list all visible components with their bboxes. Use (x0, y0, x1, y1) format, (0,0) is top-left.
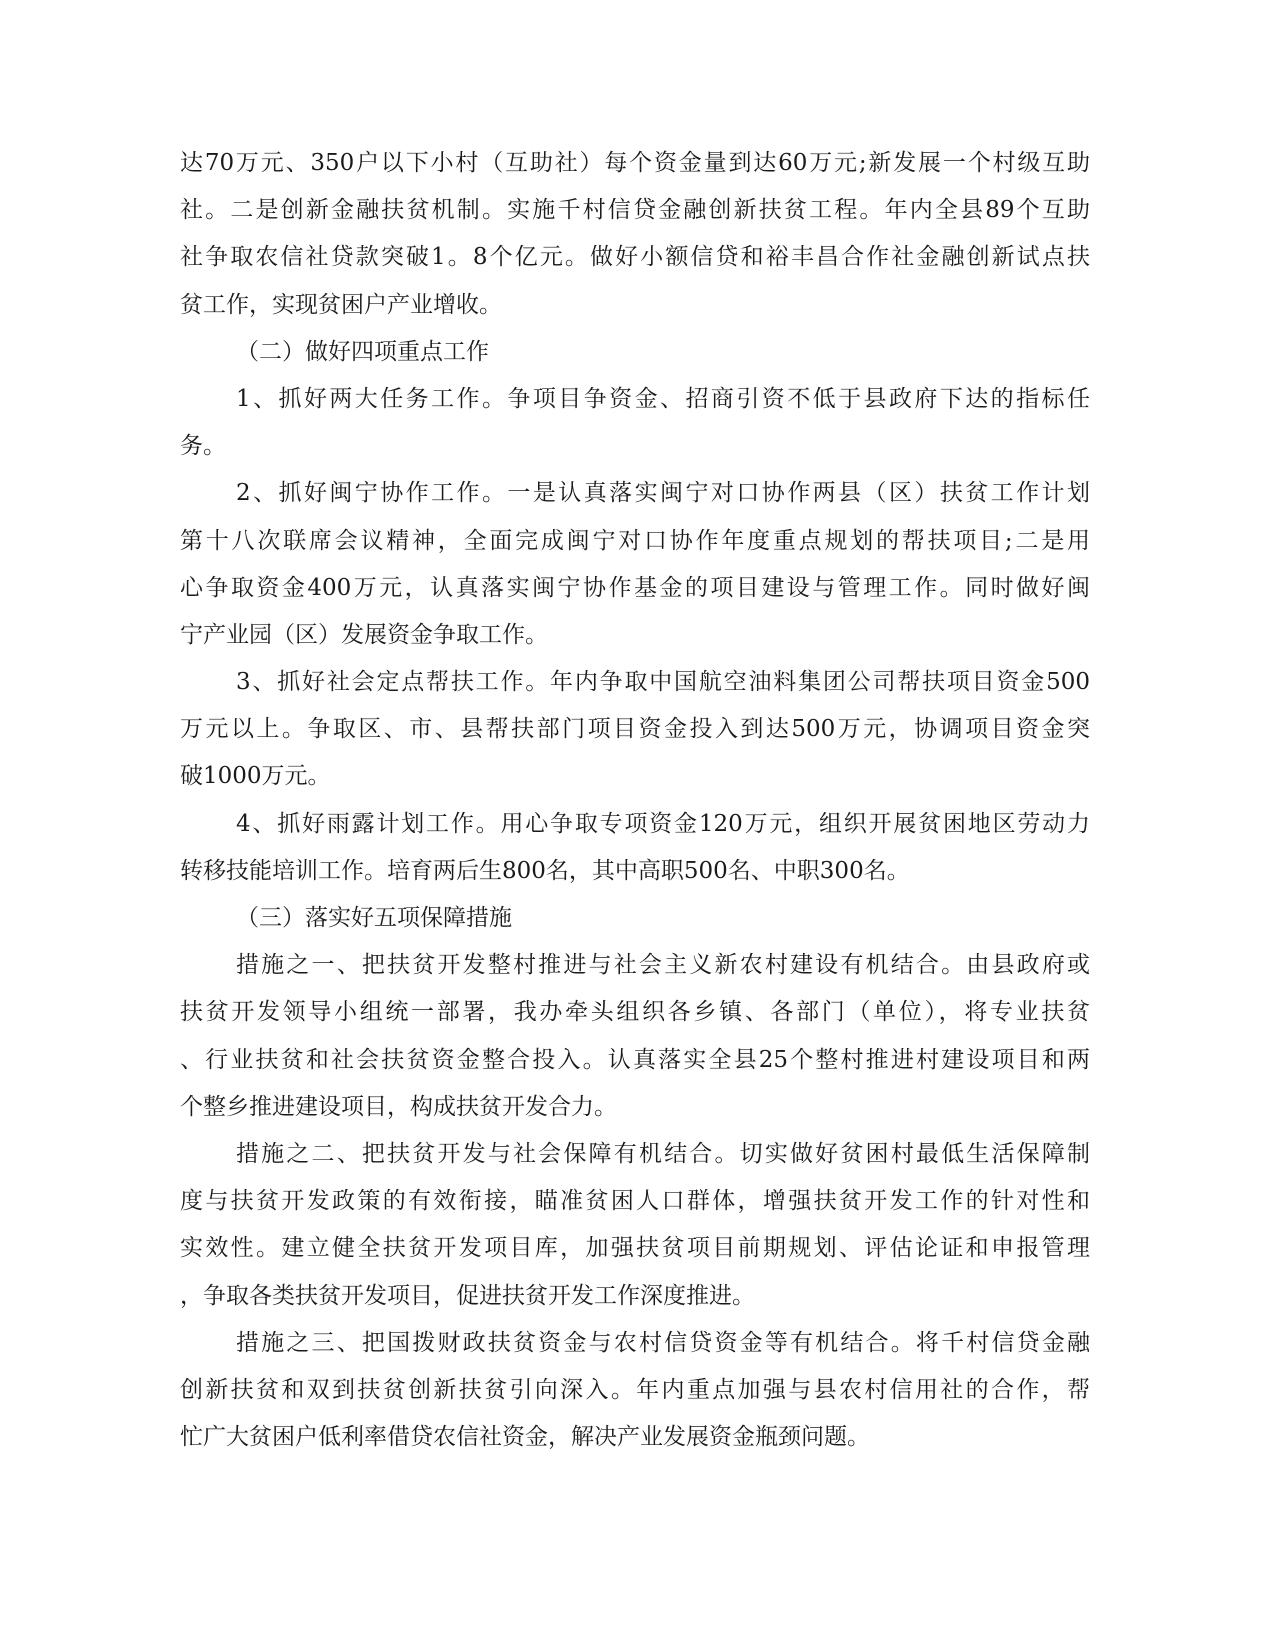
text-line: 4、抓好雨露计划工作。用心争取专项资金120万元，组织开展贫困地区劳动力 (236, 810, 1090, 837)
text-line: 度与扶贫开发政策的有效衔接，瞄准贫困人口群体，增强扶贫开发工作的针对性和 (180, 1188, 1090, 1215)
text-line: 转移技能培训工作。培育两后生800名，其中高职500名、中职300名。 (180, 857, 910, 884)
text-line: 社。二是创新金融扶贫机制。实施千村信贷金融创新扶贫工程。年内全县89个互助 (180, 197, 1090, 224)
text-line: 忙广大贫困户低利率借贷农信社资金，解决产业发展资金瓶颈问题。 (180, 1424, 870, 1451)
text-line: 破1000万元。 (180, 763, 331, 790)
document-body (180, 140, 1090, 1461)
text-line: 实效性。建立健全扶贫开发项目库，加强扶贫项目前期规划、评估论证和申报管理 (180, 1235, 1090, 1262)
text-line: 2、抓好闽宁协作工作。一是认真落实闽宁对口协作两县（区）扶贫工作计划 (236, 480, 1090, 507)
text-line: （二）做好四项重点工作 (236, 338, 489, 365)
text-line: 贫工作，实现贫困户产业增收。 (180, 291, 502, 318)
text-line: 措施之一、把扶贫开发整村推进与社会主义新农村建设有机结合。由县政府或 (236, 952, 1090, 979)
text-line: 措施之二、把扶贫开发与社会保障有机结合。切实做好贫困村最低生活保障制 (236, 1140, 1090, 1167)
text-line: 措施之三、把国拨财政扶贫资金与农村信贷资金等有机结合。将千村信贷金融 (236, 1329, 1090, 1356)
text-line: 、行业扶贫和社会扶贫资金整合投入。认真落实全县25个整村推进村建设项目和两 (180, 1046, 1090, 1073)
text-line: （三）落实好五项保障措施 (236, 905, 512, 931)
text-line: 务。 (180, 433, 226, 460)
text-line: 万元以上。争取区、市、县帮扶部门项目资金投入到达500万元，协调项目资金突 (180, 716, 1090, 743)
text-line: 3、抓好社会定点帮扶工作。年内争取中国航空油料集团公司帮扶项目资金500 (236, 669, 1090, 696)
text-line: 扶贫开发领导小组统一部署，我办牵头组织各乡镇、各部门（单位），将专业扶贫 (180, 999, 1090, 1026)
text-line: 创新扶贫和双到扶贫创新扶贫引向深入。年内重点加强与县农村信用社的合作，帮 (180, 1376, 1090, 1403)
text-line: 达70万元、350户以下小村（互助社）每个资金量到达60万元;新发展一个村级互助 (180, 150, 1090, 176)
text-line: 个整乡推进建设项目，构成扶贫开发合力。 (180, 1093, 617, 1120)
text-line: 第十八次联席会议精神，全面完成闽宁对口协作年度重点规划的帮扶项目;二是用 (180, 527, 1090, 554)
text-line: 社争取农信社贷款突破1。8个亿元。做好小额信贷和裕丰昌合作社金融创新试点扶 (180, 244, 1090, 271)
text-line: 宁产业园（区）发展资金争取工作。 (180, 621, 548, 648)
text-line: 1、抓好两大任务工作。争项目争资金、招商引资不低于县政府下达的指标任 (236, 385, 1090, 412)
text-line: 心争取资金400万元，认真落实闽宁协作基金的项目建设与管理工作。同时做好闽 (180, 574, 1090, 601)
text-line: ，争取各类扶贫开发项目，促进扶贫开发工作深度推进。 (180, 1282, 755, 1309)
